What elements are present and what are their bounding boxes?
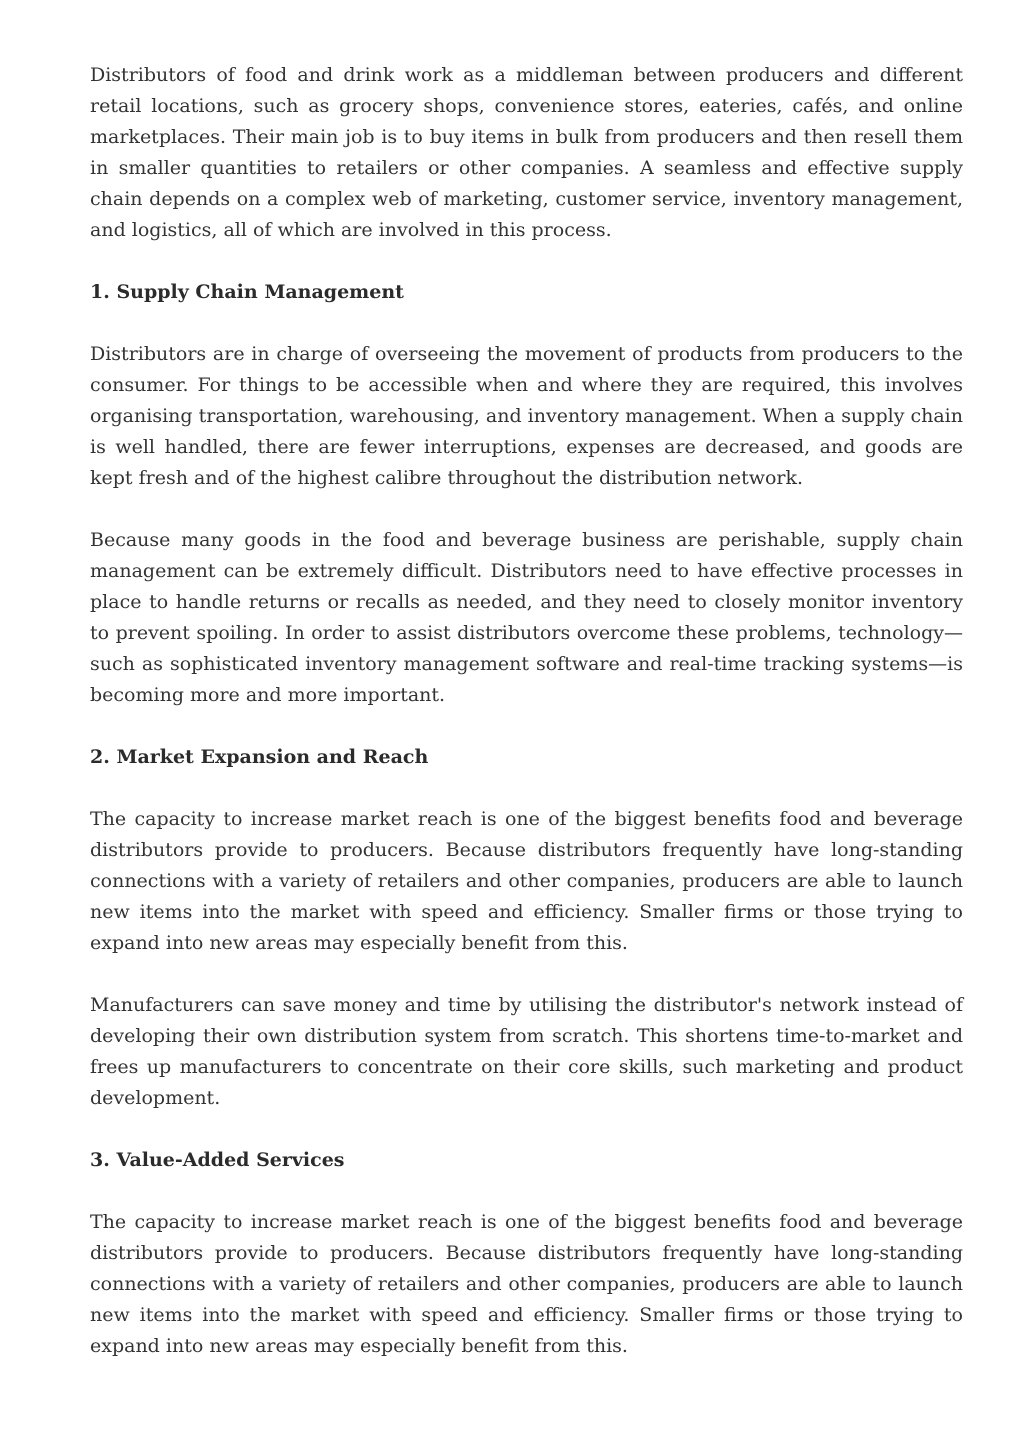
paragraph: Because many goods in the food and beverage business are perishable, supply chain management can be extremely difficult. Distributors need to have effective processes in place to handle returns or recalls as needed, and they need to closely monitor inventory to prevent spoiling. In order to assist distributors overcome these problems, technology—such as sophisticated inventory management software and real-time tracking systems—is becoming more and more important. [90, 529, 963, 706]
paragraph: Manufacturers can save money and time by utilising the distributor's network instead of developing their own distribution system from scratch. This shortens time-to-market and frees up manufacturers to concentrate on their core skills, such marketing and product development. [90, 994, 963, 1109]
paragraph: Distributors are in charge of overseeing the movement of products from producers to the consumer. For things to be accessible when and where they are required, this involves organising transportation, warehousing, and inventory management. When a supply chain is well handled, there are fewer interruptions, expenses are decreased, and goods are kept fresh and of the highest calibre throughout the distribution network. [90, 343, 963, 489]
section-heading-market-expansion: 2. Market Expansion and Reach [90, 746, 429, 768]
paragraph: The capacity to increase market reach is one of the biggest benefits food and beverage distributors provide to producers. Because distributors frequently have long-standing connections with a variety of retailers and other companies, producers are able to launch new items into the market with speed and efficiency. Smaller firms or those trying to expand into new areas may especially benefit from this. [90, 1211, 963, 1357]
section-heading-value-added: 3. Value-Added Services [90, 1149, 345, 1171]
intro-paragraph: Distributors of food and drink work as a middleman between producers and different retail locations, such as grocery shops, convenience stores, eateries, cafés, and online marketplaces. Their main job is to buy items in bulk from producers and then resell them in smaller quantities to retailers or other companies. A seamless and effective supply chain depends on a complex web of marketing, customer service, inventory management, and logistics, all of which are involved in this process. [90, 64, 963, 241]
section-heading-supply-chain: 1. Supply Chain Management [90, 281, 404, 303]
document-body [90, 60, 963, 1393]
paragraph: The capacity to increase market reach is one of the biggest benefits food and beverage distributors provide to producers. Because distributors frequently have long-standing connections with a variety of retailers and other companies, producers are able to launch new items into the market with speed and efficiency. Smaller firms or those trying to expand into new areas may especially benefit from this. [90, 808, 963, 954]
